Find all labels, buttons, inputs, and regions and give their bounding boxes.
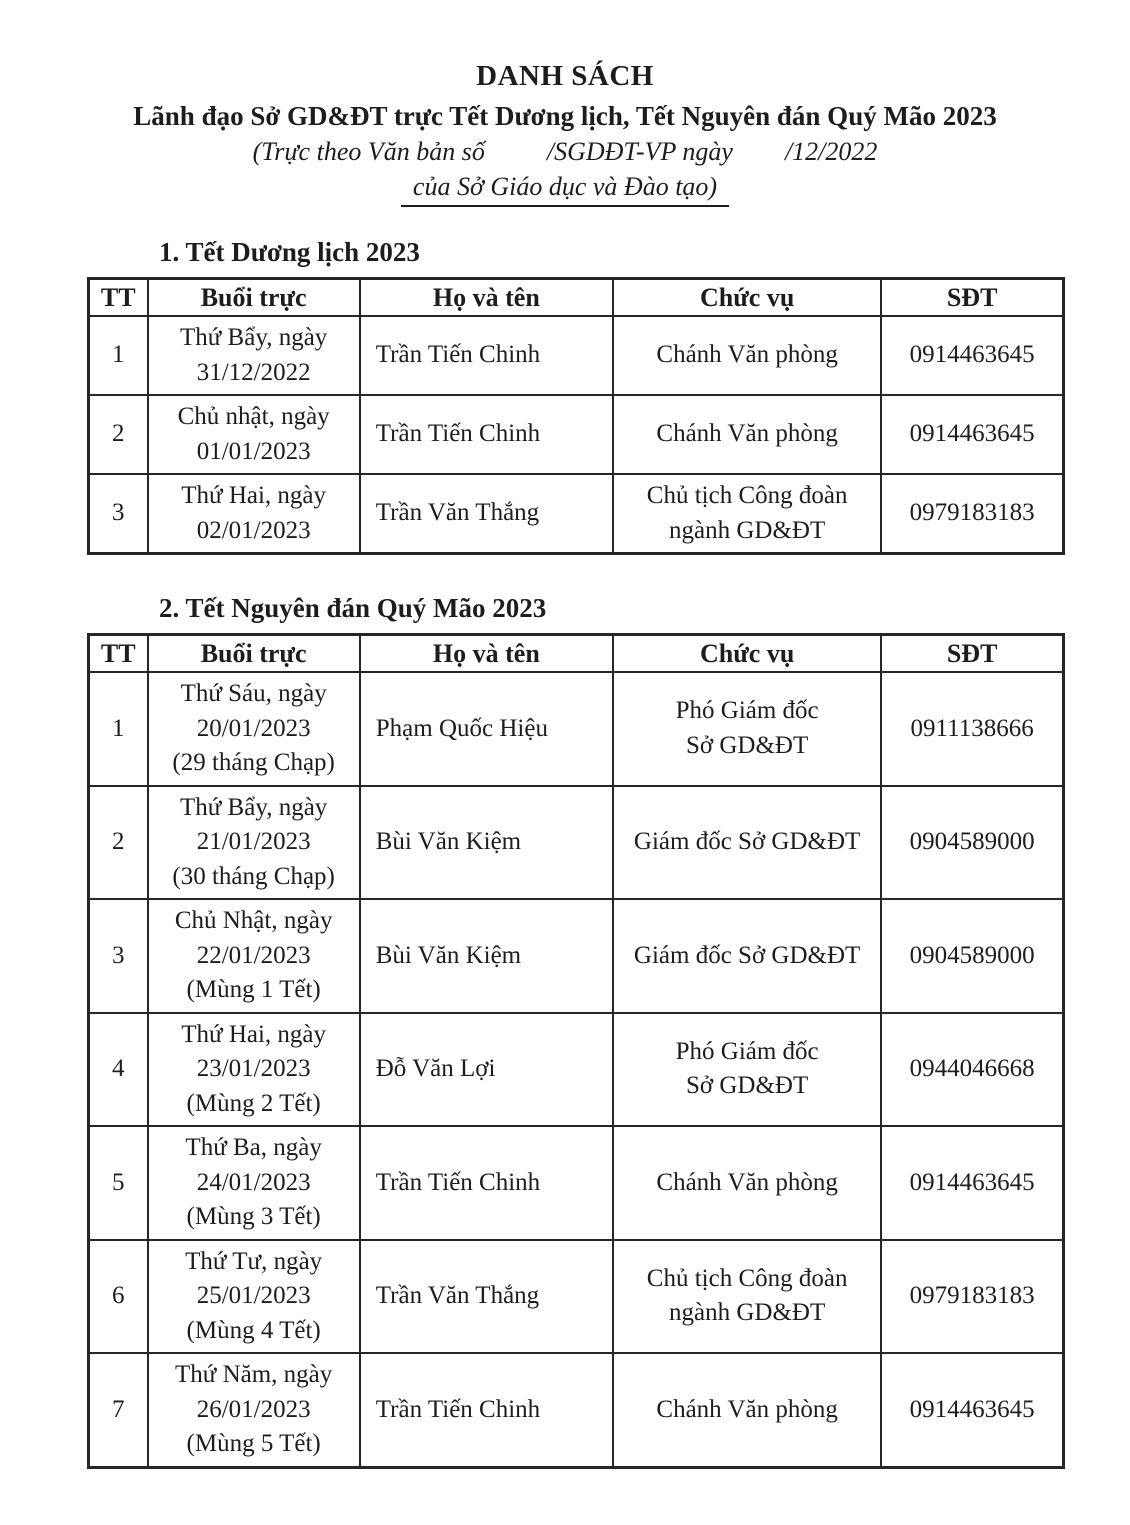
- table-row: [89, 1240, 1064, 1354]
- document-header: [0, 0, 1130, 207]
- table-row: [89, 1126, 1064, 1240]
- cell-phone: 0914463645: [881, 1353, 1063, 1467]
- cell-name: Trần Văn Thắng: [360, 1240, 613, 1354]
- cell-tt: 2: [89, 395, 148, 474]
- table-row: [89, 474, 1064, 554]
- column-header-name: Họ và tên: [360, 635, 613, 673]
- duty-table-tet-duong-lich: [87, 277, 1065, 555]
- cell-position: Chủ tịch Công đoàn ngành GD&ĐT: [613, 1240, 881, 1354]
- cell-phone: 0914463645: [881, 1126, 1063, 1240]
- note-part-2: /SGDĐT-VP ngày: [546, 137, 733, 166]
- section-heading-tet-duong-lich: 1. Tết Dương lịch 2023: [159, 237, 420, 267]
- column-header-phone: SĐT: [881, 279, 1063, 317]
- table-row: [89, 672, 1064, 786]
- column-header-name: Họ và tên: [360, 279, 613, 317]
- cell-position: Phó Giám đốc Sở GD&ĐT: [613, 1013, 881, 1127]
- cell-shift: Chủ nhật, ngày 01/01/2023: [148, 395, 360, 474]
- cell-name: Trần Tiến Chinh: [360, 316, 613, 395]
- table-row: [89, 1013, 1064, 1127]
- cell-position: Chánh Văn phòng: [613, 1126, 881, 1240]
- cell-shift: Thứ Hai, ngày 02/01/2023: [148, 474, 360, 554]
- cell-position: Chánh Văn phòng: [613, 316, 881, 395]
- column-header-shift: Buổi trực: [148, 635, 360, 673]
- table-row: [89, 1353, 1064, 1467]
- cell-tt: 3: [89, 474, 148, 554]
- cell-name: Trần Tiến Chinh: [360, 395, 613, 474]
- cell-tt: 7: [89, 1353, 148, 1467]
- cell-name: Bùi Văn Kiệm: [360, 786, 613, 900]
- cell-name: Đỗ Văn Lợi: [360, 1013, 613, 1127]
- cell-tt: 2: [89, 786, 148, 900]
- table-row: [89, 316, 1064, 395]
- column-header-position: Chức vụ: [613, 279, 881, 317]
- cell-phone: 0911138666: [881, 672, 1063, 786]
- cell-tt: 1: [89, 672, 148, 786]
- cell-tt: 3: [89, 899, 148, 1013]
- cell-phone: 0904589000: [881, 899, 1063, 1013]
- cell-name: Bùi Văn Kiệm: [360, 899, 613, 1013]
- cell-phone: 0904589000: [881, 786, 1063, 900]
- cell-shift: Thứ Bẩy, ngày 21/01/2023 (30 tháng Chạp): [148, 786, 360, 900]
- cell-tt: 4: [89, 1013, 148, 1127]
- cell-shift: Thứ Hai, ngày 23/01/2023 (Mùng 2 Tết): [148, 1013, 360, 1127]
- cell-position: Giám đốc Sở GD&ĐT: [613, 899, 881, 1013]
- cell-tt: 5: [89, 1126, 148, 1240]
- cell-phone: 0914463645: [881, 316, 1063, 395]
- document-note-line2-wrap: [0, 172, 1130, 207]
- cell-shift: Thứ Sáu, ngày 20/01/2023 (29 tháng Chạp): [148, 672, 360, 786]
- cell-position: Phó Giám đốc Sở GD&ĐT: [613, 672, 881, 786]
- cell-shift: Thứ Tư, ngày 25/01/2023 (Mùng 4 Tết): [148, 1240, 360, 1354]
- duty-table-tet-nguyen-dan: [87, 633, 1065, 1469]
- cell-phone: 0944046668: [881, 1013, 1063, 1127]
- cell-shift: Thứ Ba, ngày 24/01/2023 (Mùng 3 Tết): [148, 1126, 360, 1240]
- column-header-tt: TT: [89, 635, 148, 673]
- cell-phone: 0979183183: [881, 474, 1063, 554]
- cell-name: Trần Tiến Chinh: [360, 1353, 613, 1467]
- cell-position: Giám đốc Sở GD&ĐT: [613, 786, 881, 900]
- document-title: DANH SÁCH: [476, 60, 654, 92]
- cell-tt: 1: [89, 316, 148, 395]
- document-body: [87, 237, 1065, 1469]
- document-note-line2: của Sở Giáo dục và Đào tạo): [401, 172, 729, 207]
- document-note-line1: [0, 137, 1130, 167]
- table-header-row: [89, 279, 1064, 317]
- cell-shift: Thứ Năm, ngày 26/01/2023 (Mùng 5 Tết): [148, 1353, 360, 1467]
- cell-position: Chánh Văn phòng: [613, 395, 881, 474]
- column-header-shift: Buổi trực: [148, 279, 360, 317]
- section-heading-tet-nguyen-dan: 2. Tết Nguyên đán Quý Mão 2023: [159, 593, 547, 623]
- cell-shift: Chủ Nhật, ngày 22/01/2023 (Mùng 1 Tết): [148, 899, 360, 1013]
- cell-shift: Thứ Bẩy, ngày 31/12/2022: [148, 316, 360, 395]
- cell-phone: 0914463645: [881, 395, 1063, 474]
- column-header-tt: TT: [89, 279, 148, 317]
- table-row: [89, 899, 1064, 1013]
- document-subtitle: Lãnh đạo Sở GD&ĐT trực Tết Dương lịch, Tết Nguyên đán Quý Mão 2023: [133, 101, 997, 131]
- table-row: [89, 395, 1064, 474]
- note-part-1: (Trực theo Văn bản số: [252, 137, 485, 166]
- cell-name: Trần Tiến Chinh: [360, 1126, 613, 1240]
- cell-tt: 6: [89, 1240, 148, 1354]
- column-header-phone: SĐT: [881, 635, 1063, 673]
- cell-position: Chánh Văn phòng: [613, 1353, 881, 1467]
- table-row: [89, 786, 1064, 900]
- cell-name: Phạm Quốc Hiệu: [360, 672, 613, 786]
- cell-position: Chủ tịch Công đoàn ngành GD&ĐT: [613, 474, 881, 554]
- column-header-position: Chức vụ: [613, 635, 881, 673]
- note-part-3: /12/2022: [784, 137, 878, 166]
- cell-phone: 0979183183: [881, 1240, 1063, 1354]
- cell-name: Trần Văn Thắng: [360, 474, 613, 554]
- table-header-row: [89, 635, 1064, 673]
